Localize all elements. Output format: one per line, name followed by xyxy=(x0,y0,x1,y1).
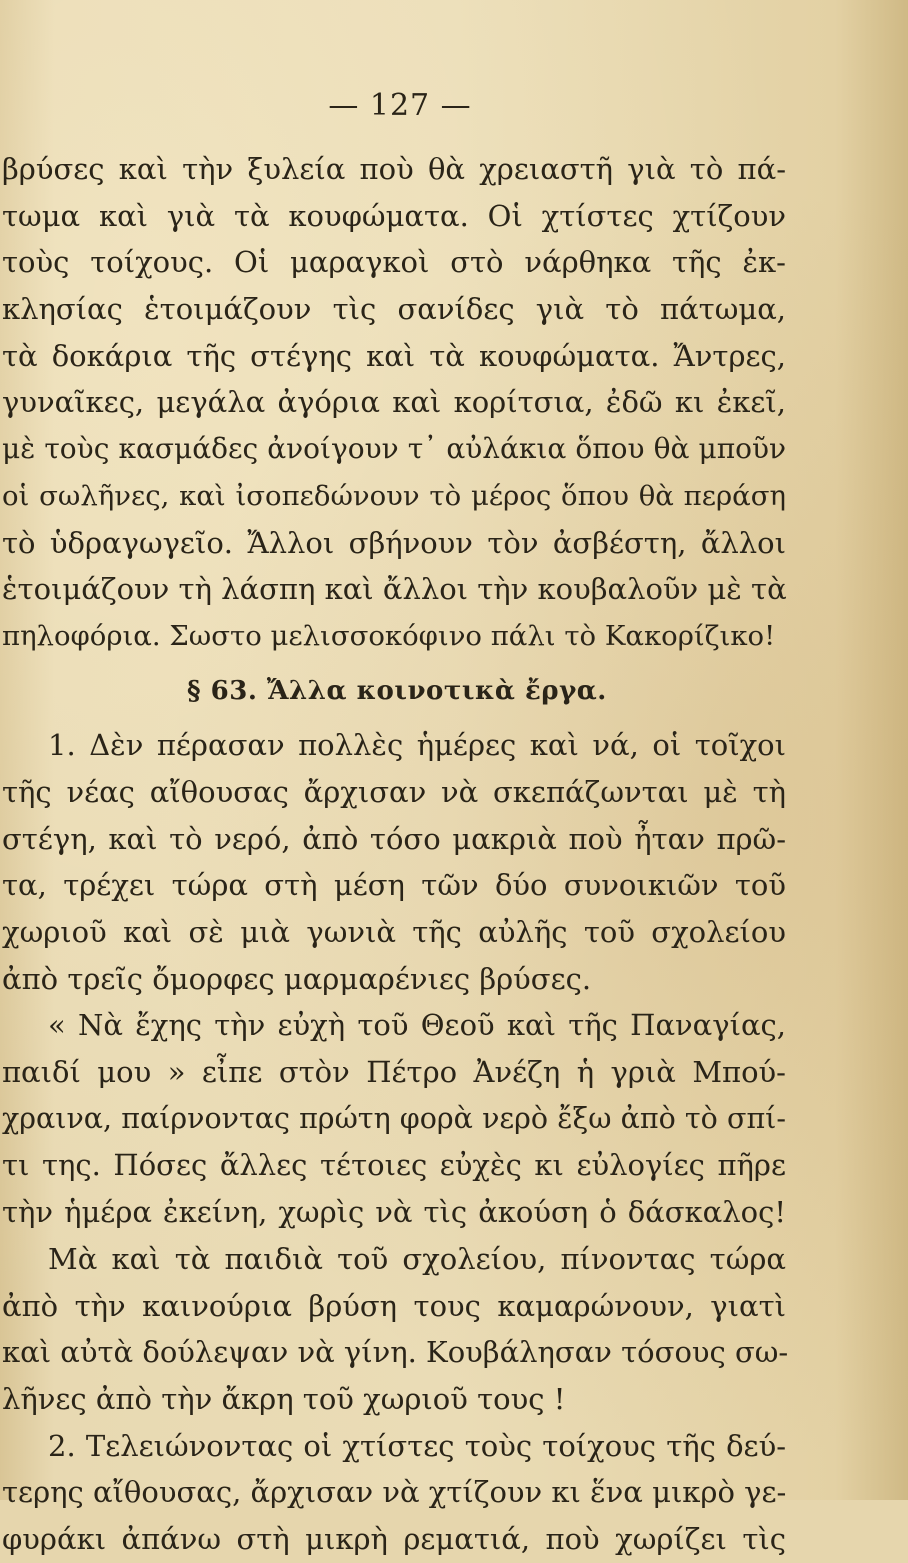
text-line: 1. Δὲν πέρασαν πολλὲς ἡμέρες καὶ νά, οἱ τοῖχοι xyxy=(48,728,786,763)
text-line: τὸ ὑδραγωγεῖο. Ἄλλοι σβήνουν τὸν ἀσβέστη, ἄλλοι xyxy=(2,525,786,560)
body-text xyxy=(0,146,789,1563)
text-line: τωμα καὶ γιὰ τὰ κουφώματα. Οἱ χτίστες χτίζουν xyxy=(2,198,786,233)
section-gap xyxy=(2,660,786,668)
text-line: τοὺς τοίχους. Οἱ μαραγκοὶ στὸ νάρθηκα τῆς ἐκ- xyxy=(2,245,786,280)
text-line: χραινα, παίρνοντας πρώτη φορὰ νερὸ ἔξω ἀπὸ τὸ σπί- xyxy=(2,1101,786,1135)
text-line: ἀπὸ τρεῖς ὄμορφες μαρμαρένιες βρύσες. xyxy=(2,961,592,996)
text-line: τα, τρέχει τώρα στὴ μέση τῶν δύο συνοικιῶν τοῦ xyxy=(2,868,786,903)
text-line: καὶ αὐτὰ δούλεψαν νὰ γίνη. Κουβάλησαν τόσους σω- xyxy=(2,1335,789,1370)
section-gap xyxy=(2,714,786,722)
text-line: βρύσες καὶ τὴν ξυλεία ποὺ θὰ χρειαστῆ γιὰ τὸ πά- xyxy=(2,152,786,186)
text-line: Μὰ καὶ τὰ παιδιὰ τοῦ σχολείου, πίνοντας τώρα xyxy=(48,1241,786,1276)
text-line: τὴν ἡμέρα ἐκείνη, χωρὶς νὰ τὶς ἀκούση ὁ δάσκαλος! xyxy=(2,1195,786,1230)
section-heading: § 63. Ἄλλα κοινοτικὰ ἔργα. xyxy=(187,675,607,706)
text-line: τὰ δοκάρια τῆς στέγης καὶ τὰ κουφώματα. Ἄντρες, xyxy=(2,338,786,373)
text-line: τερης αἴθουσας, ἄρχισαν νὰ χτίζουν κι ἕνα μικρὸ γε- xyxy=(2,1475,787,1510)
text-line: μὲ τοὺς κασμάδες ἀνοίγουν τ᾽ αὐλάκια ὅπου θὰ μποῦν xyxy=(2,432,786,466)
text-line: οἱ σωλῆνες, καὶ ἰσοπεδώνουν τὸ μέρος ὅπου θὰ περάση xyxy=(2,479,786,512)
text-line: γυναῖκες, μεγάλα ἀγόρια καὶ κορίτσια, ἐδῶ κι ἐκεῖ, xyxy=(2,385,786,420)
text-line: 2. Τελειώνοντας οἱ χτίστες τοὺς τοίχους τῆς δεύ- xyxy=(48,1428,786,1463)
text-line: ἀπὸ τὴν καινούρια βρύση τους καμαρώνουν, γιατὶ xyxy=(2,1288,786,1323)
text-line: φυράκι ἀπάνω στὴ μικρὴ ρεματιά, ποὺ χωρίζει τὶς xyxy=(2,1521,786,1556)
text-line: πηλοφόρια. Σωστο μελισσοκόφινο πάλι τὸ Κακορίζικο! xyxy=(2,619,776,652)
text-line: στέγη, καὶ τὸ νερό, ἀπὸ τόσο μακριὰ ποὺ ἦταν πρῶ- xyxy=(2,821,786,856)
text-line: λῆνες ἀπὸ τὴν ἄκρη τοῦ χωριοῦ τους ! xyxy=(2,1381,566,1416)
text-line: κλησίας ἑτοιμάζουν τὶς σανίδες γιὰ τὸ πάτωμα, xyxy=(2,292,786,327)
page-number: — 127 — xyxy=(328,88,472,123)
text-line: τῆς νέας αἴθουσας ἄρχισαν νὰ σκεπάζωνται μὲ τὴ xyxy=(2,774,786,809)
text-line: παιδί μου » εἶπε στὸν Πέτρο Ἀνέζη ἡ γριὰ Μπού- xyxy=(2,1055,786,1090)
text-line: ἑτοιμάζουν τὴ λάσπη καὶ ἄλλοι τὴν κουβαλοῦν μὲ τὰ xyxy=(2,572,787,607)
text-line: τι της. Πόσες ἄλλες τέτοιες εὐχὲς κι εὐλογίες πῆρε xyxy=(2,1148,786,1183)
text-line: χωριοῦ καὶ σὲ μιὰ γωνιὰ τῆς αὐλῆς τοῦ σχολείου xyxy=(2,915,786,949)
text-line: « Νὰ ἔχης τὴν εὐχὴ τοῦ Θεοῦ καὶ τῆς Παναγίας, xyxy=(48,1008,786,1043)
